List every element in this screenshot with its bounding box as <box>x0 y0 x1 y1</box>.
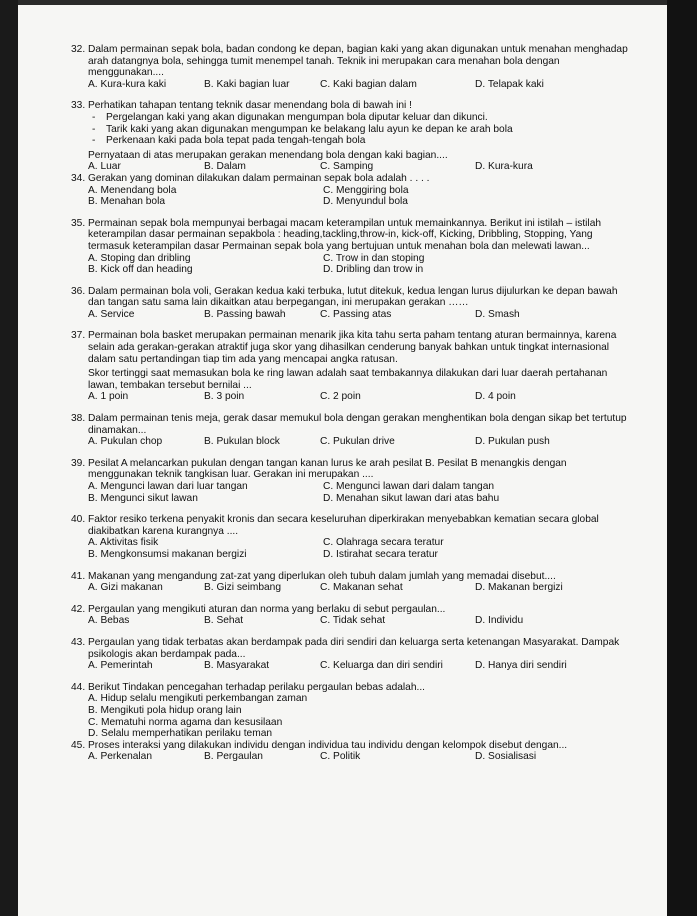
answer-option: D. Istirahat secara teratur <box>323 548 438 560</box>
question-39 <box>71 458 631 504</box>
question-number: 34. <box>71 172 86 184</box>
question-text <box>71 604 631 616</box>
question-text <box>71 458 631 481</box>
answer-options <box>71 537 631 560</box>
question-42 <box>71 604 631 627</box>
answer-option: D. Sosialisasi <box>475 751 537 763</box>
answer-option: B. Pergaulan <box>204 751 263 763</box>
answer-option: B. Masyarakat <box>204 660 270 672</box>
question-prompt: Pernyataan di atas merupakan gerakan menendang bola dengan kaki bagian.... <box>88 149 448 161</box>
answer-option: D. Hanya diri sendiri <box>475 660 567 672</box>
answer-option: B. 3 poin <box>204 391 245 403</box>
question-number: 41. <box>71 570 86 582</box>
answer-option: D. Selalu memperhatikan perilaku teman <box>88 728 273 740</box>
step-item: - Perkenaan kaki pada bola tepat pada tengah-tengah bola <box>88 135 631 147</box>
answer-option: C. Pukulan drive <box>320 436 395 448</box>
question-stem: Dalam permainan bola voli, Gerakan kedua kaki terbuka, lutut ditekuk, kedua lengan lurus dijulurkan ke depan bawah dan tangan satu sama lain dikaitkan atau berpegangan, ini merupakan gerakan …… <box>88 285 618 309</box>
question-stem: Permainan bola basket merupakan permainan menarik jika kita tahu serta paham tentang aturan bermainnya, karena selain ada gerakan-gerakan atraktif juga skor yang dihasilkan cenderung banyak bahkan untuk tingkat internasional dalam satu pertandingan tiap tim ada yang mencapai angka ratusan. <box>88 330 617 365</box>
answer-option: B. Kick off dan heading <box>88 264 193 276</box>
answer-options <box>71 660 631 672</box>
answer-option: D. Menyundul bola <box>323 196 408 208</box>
answer-option: A. Menendang bola <box>88 184 177 196</box>
answer-option: A. Luar <box>88 161 121 173</box>
answer-option: B. Mengunci sikut lawan <box>88 492 198 504</box>
question-number: 33. <box>71 100 86 112</box>
answer-options <box>71 693 631 739</box>
answer-option: D. Dribling dan trow in <box>323 264 424 276</box>
question-number: 39. <box>71 457 86 469</box>
question-text <box>71 330 631 365</box>
answer-option: A. Perkenalan <box>88 751 152 763</box>
answer-option: C. Trow in dan stoping <box>323 252 425 264</box>
answer-option: A. Mengunci lawan dari luar tangan <box>88 481 248 492</box>
question-38 <box>71 413 631 448</box>
answer-options <box>71 161 631 173</box>
answer-option: D. Telapak kaki <box>475 78 544 90</box>
answer-option: A. Gizi makanan <box>88 582 163 594</box>
question-prompt: Skor tertinggi saat memasukan bola ke ring lawan adalah saat tembakannya dilakukan dari luar daerah pertahanan lawan, tembakan tersebut bernilai ... <box>88 368 608 391</box>
question-37 <box>71 330 631 403</box>
question-text <box>71 286 631 309</box>
answer-option: B. Kaki bagian luar <box>204 78 290 90</box>
answer-option: B. Dalam <box>204 161 246 173</box>
answer-option: C. Samping <box>320 161 374 173</box>
answer-option: B. Pukulan block <box>204 436 280 448</box>
question-text <box>71 44 631 79</box>
answer-option: B. Mengkonsumsi makanan bergizi <box>88 548 247 560</box>
question-number: 44. <box>71 681 86 693</box>
photo-edge-right <box>667 0 697 916</box>
question-text <box>71 413 631 436</box>
question-number: 37. <box>71 330 86 342</box>
question-text <box>71 682 631 694</box>
question-number: 35. <box>71 217 86 229</box>
answer-options <box>71 309 631 321</box>
question-number: 32. <box>71 44 86 55</box>
answer-option: A. Aktivitas fisik <box>88 537 159 549</box>
question-stem: Dalam permainan tenis meja, gerak dasar memukul bola dengan gerakan menghentikan bola dengan sikap bet tertutup dinamakan... <box>88 413 627 436</box>
answer-option: A. 1 poin <box>88 391 129 403</box>
answer-options <box>71 79 631 91</box>
question-number: 36. <box>71 285 86 297</box>
question-text <box>71 740 631 752</box>
answer-option: D. Pukulan push <box>475 436 550 448</box>
question-stem: Permainan sepak bola mempunyai berbagai macam keterampilan untuk memainkannya. Berikut ini istilah – istilah keterampilan dasar permainan sepakbola : heading,tackling,throw-in, kick-off, Kicking, Dribbling, Stopping, Yang termasuk keterampilan dasar Permainan sepak bola yang bertujuan untuk menahan bola dan melewati lawan... <box>88 217 602 252</box>
question-stem: Proses interaksi yang dilakukan individu dengan individua tau individu dengan kelompok disebut dengan... <box>88 739 568 751</box>
answer-option: D. 4 poin <box>475 391 516 403</box>
answer-option: C. Makanan sehat <box>320 582 403 594</box>
answer-option: A. Pemerintah <box>88 660 153 672</box>
question-35 <box>71 218 631 276</box>
question-stem: Dalam permainan sepak bola, badan condong ke depan, bagian kaki yang akan digunakan untuk menahan menghadap arah datangnya bola, sehingga tumit menempel tanah. Teknik ini merupakan cara menahan bola dengan menggunakan.... <box>88 44 628 79</box>
question-stem: Pergaulan yang mengikuti aturan dan norma yang berlaku di sebut pergaulan... <box>88 603 446 615</box>
question-text <box>71 173 631 185</box>
question-45 <box>71 740 631 763</box>
question-number: 45. <box>71 739 86 751</box>
answer-option: D. Menahan sikut lawan dari atas bahu <box>323 492 500 504</box>
question-stem: Makanan yang mengandung zat-zat yang diperlukan oleh tubuh dalam jumlah yang memadai disebut.... <box>88 570 556 582</box>
question-32 <box>71 44 631 90</box>
answer-option: C. Passing atas <box>320 308 392 320</box>
answer-option: C. Olahraga secara teratur <box>323 537 444 549</box>
answer-option: A. Hidup selalu mengikuti perkembangan zaman <box>88 693 308 705</box>
answer-options <box>71 391 631 403</box>
question-33 <box>71 100 631 173</box>
answer-options <box>71 185 631 208</box>
question-stem: Perhatikan tahapan tentang teknik dasar menendang bola di bawah ini ! <box>88 100 412 112</box>
answer-option: D. Makanan bergizi <box>475 582 563 594</box>
question-stem: Pesilat A melancarkan pukulan dengan tangan kanan lurus ke arah pesilat B. Pesilat B menangkis dengan menggunakan teknik tangkisan luar. Gerakan ini merupakan .... <box>88 457 567 481</box>
question-number: 40. <box>71 514 86 526</box>
question-stem: Pergaulan yang tidak terbatas akan berdampak pada diri sendiri dan keluarga serta ketenangan Masyarakat. Dampak psikologis akan berdampak pada... <box>88 636 620 660</box>
answer-options <box>71 436 631 448</box>
answer-option: A. Stoping dan dribling <box>88 252 191 264</box>
answer-options <box>71 253 631 276</box>
question-43 <box>71 637 631 672</box>
question-number: 43. <box>71 636 86 648</box>
step-item: - Tarik kaki yang akan digunakan mengumpan ke belakang lalu ayun ke depan ke arah bola <box>88 124 631 136</box>
question-text <box>71 514 631 537</box>
question-text <box>71 637 631 660</box>
answer-option: C. Menggiring bola <box>323 184 409 196</box>
answer-option: B. Menahan bola <box>88 196 166 208</box>
step-list <box>71 112 631 147</box>
question-stem: Berikut Tindakan pencegahan terhadap perilaku pergaulan bebas adalah... <box>88 681 426 693</box>
answer-option: A. Kura-kura kaki <box>88 78 167 90</box>
question-text <box>71 571 631 583</box>
question-stem: Faktor resiko terkena penyakit kronis dan secara keseluruhan diperkirakan menyebabkan kematian secara global diakibatkan karena kurangnya .... <box>88 514 599 537</box>
question-36 <box>71 286 631 321</box>
question-text <box>71 218 631 253</box>
question-number: 38. <box>71 413 86 425</box>
answer-option: C. Keluarga dan diri sendiri <box>320 660 443 672</box>
answer-option: C. Politik <box>320 751 361 763</box>
question-40 <box>71 514 631 560</box>
answer-option: B. Mengikuti pola hidup orang lain <box>88 704 242 716</box>
question-stem: Gerakan yang dominan dilakukan dalam permainan sepak bola adalah . . . . <box>88 172 430 184</box>
answer-option: C. 2 poin <box>320 391 361 403</box>
answer-option: B. Sehat <box>204 615 244 627</box>
answer-option: C. Mengunci lawan dari dalam tangan <box>323 481 495 492</box>
question-list <box>71 44 631 773</box>
question-number: 42. <box>71 603 86 615</box>
answer-options <box>71 615 631 627</box>
answer-option: C. Mematuhi norma agama dan kesusilaan <box>88 716 283 728</box>
question-41 <box>71 571 631 594</box>
answer-option: A. Bebas <box>88 615 130 627</box>
answer-option: D. Kura-kura <box>475 161 533 173</box>
answer-options <box>71 481 631 504</box>
answer-options <box>71 582 631 594</box>
answer-option: A. Service <box>88 308 135 320</box>
answer-option: D. Individu <box>475 615 524 627</box>
answer-option: A. Pukulan chop <box>88 436 163 448</box>
answer-option: C. Kaki bagian dalam <box>320 78 417 90</box>
answer-option: C. Tidak sehat <box>320 615 386 627</box>
photo-edge-left <box>0 0 18 916</box>
question-44 <box>71 682 631 740</box>
step-item: - Pergelangan kaki yang akan digunakan mengumpan bola diputar keluar dan dikunci. <box>88 112 631 124</box>
question-34 <box>71 173 631 208</box>
question-text <box>71 100 631 112</box>
answer-option: B. Gizi seimbang <box>204 582 282 594</box>
answer-options <box>71 751 631 763</box>
answer-option: D. Smash <box>475 308 520 320</box>
answer-option: B. Passing bawah <box>204 308 286 320</box>
